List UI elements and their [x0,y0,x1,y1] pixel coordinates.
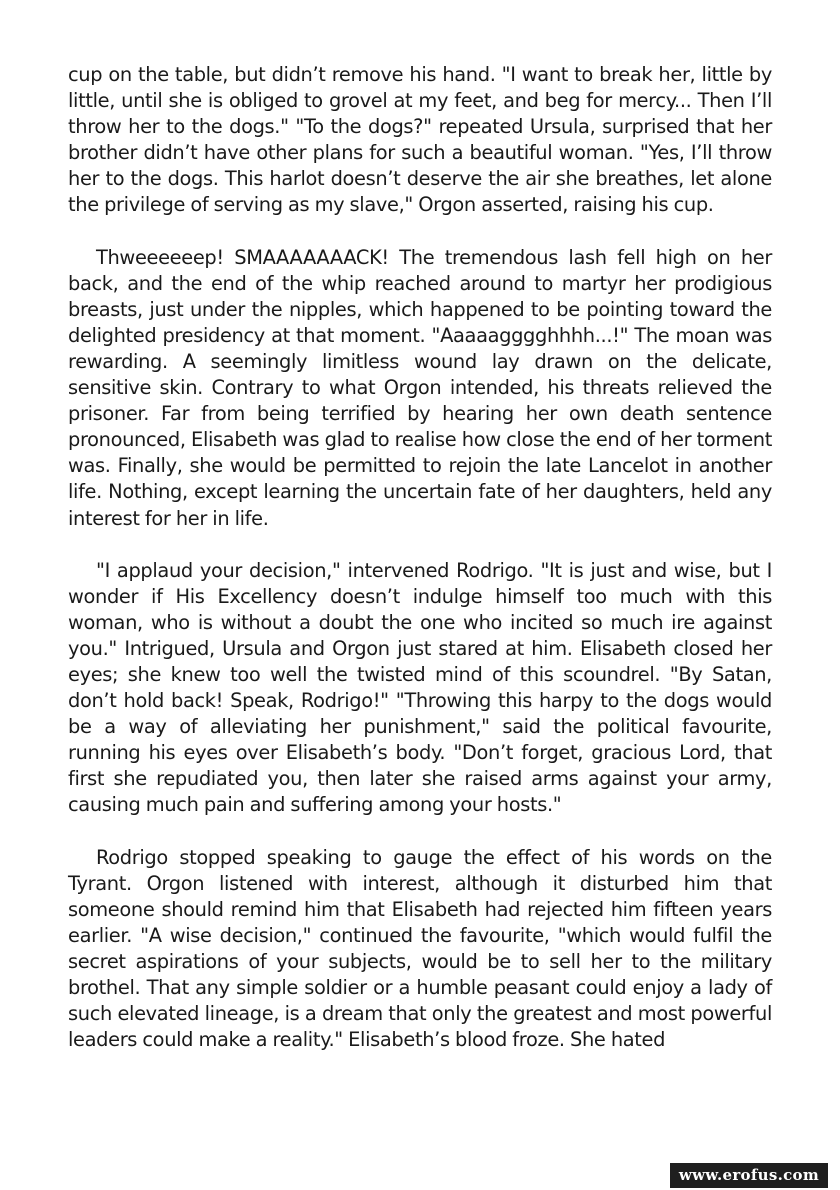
paragraph-4: Rodrigo stopped speaking to gauge the effect of his words on the Tyrant. Orgon listened with interest, although it disturbed him that someone should remind him that Elisabeth had rejected him fifteen years earlier. "A wise decision," continued the favourite, "which would fulfil the secret aspirations of your subjects, would be to sell her to the military brothel. That any simple soldier or a humble peasant could enjoy a lady of such elevated lineage, is a dream that only the greatest and most powerful leaders could make a reality." Elisabeth’s blood froze. She hated [68,845,772,1052]
paragraph-gap [68,219,772,245]
paragraph-1: cup on the table, but didn’t remove his hand. "I want to break her, little by little, until she is obliged to grovel at my feet, and beg for mercy... Then I’ll throw her to the dogs." "To the dogs?" repeated Ursula, surprised that her brother didn’t have other plans for such a beautiful woman. "Yes, I’ll throw her to the dogs. This harlot doesn’t deserve the air she breathes, let alone the privilege of serving as my slave," Orgon asserted, raising his cup. [68,63,772,217]
paragraph-2: Thweeeeeep! SMAAAAAAACK! The tremendous lash fell high on her back, and the end of the whip reached around to martyr her prodigious breasts, just under the nipples, which happened to be pointing toward the delighted presidency at that moment. "Aaaaagggghhhh...!" The moan was rewarding. A seemingly limitless wound lay drawn on the delicate, sensitive skin. Contrary to what Orgon intended, his threats relieved the prisoner. Far from being terrified by hearing her own death sentence pronounced, Elisabeth was glad to realise how close the end of her torment was. Finally, she would be permitted to rejoin the late Lancelot in another life. Nothing, except learning the uncertain fate of her daughters, held any interest for her in life. [68,245,772,530]
site-watermark: www.erofus.com [670,1163,828,1188]
paragraph-gap [68,819,772,845]
paragraph-3: "I applaud your decision," intervened Rodrigo. "It is just and wise, but I wonder if His Excellency doesn’t indulge himself too much with this woman, who is without a doubt the one who incited so much ire against you." Intrigued, Ursula and Orgon just stared at him. Elisabeth closed her eyes; she knew too well the twisted mind of this scoundrel. "By Satan, don’t hold back! Speak, Rodrigo!" "Throwing this harpy to the dogs would be a way of alleviating her punishment," said the political favourite, running his eyes over Elisabeth’s body. "Don’t forget, gracious Lord, that first she repudiated you, then later she raised arms against your army, causing much pain and suffering among your hosts." [68,558,772,817]
page-body [68,62,772,1053]
paragraph-gap [68,532,772,558]
